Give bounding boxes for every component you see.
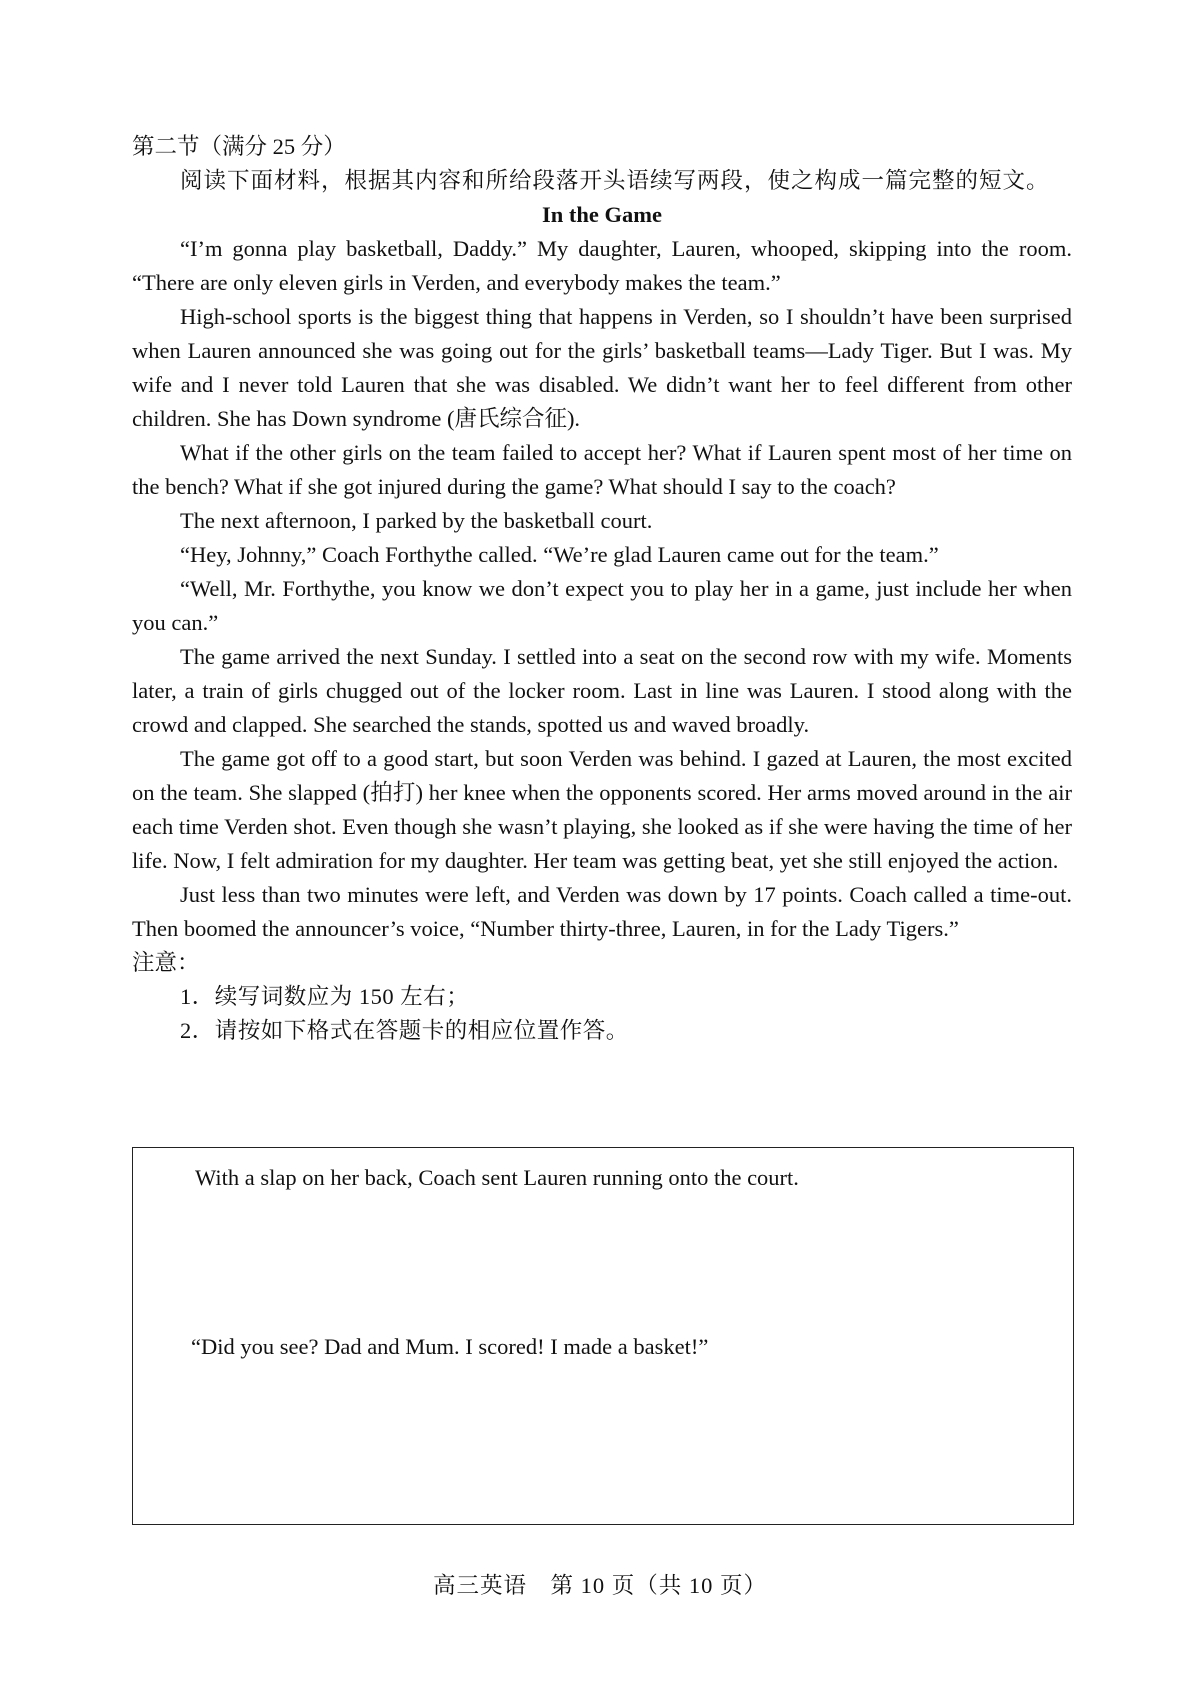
- story-paragraph: The game arrived the next Sunday. I settled into a seat on the second row with my wife. Moments later, a train of girls chugged out of the locker room. Last in line was Lauren. I stood along with the crowd and clapped. She searched the stands, spotted us and waved broadly.: [132, 644, 1072, 737]
- note-item: 1．续写词数应为 150 左右；: [180, 984, 470, 1009]
- note-label: 注意：: [132, 950, 200, 975]
- page-footer: 高三英语 第 10 页（共 10 页）: [432, 1573, 767, 1598]
- answer-prompt-line: With a slap on her back, Coach sent Lauren running onto the court.: [195, 1165, 799, 1190]
- story-paragraph: “Hey, Johnny,” Coach Forthythe called. “We’re glad Lauren came out for the team.”: [180, 542, 939, 567]
- answer-box: [132, 1147, 1074, 1525]
- story-paragraph: “I’m gonna play basketball, Daddy.” My daughter, Lauren, whooped, skipping into the room. “There are only eleven girls in Verden, and everybody makes the team.”: [132, 236, 1072, 295]
- story-paragraph: “Well, Mr. Forthythe, you know we don’t expect you to play her in a game, just include her when you can.”: [132, 576, 1072, 635]
- story-paragraph: The game got off to a good start, but soon Verden was behind. I gazed at Lauren, the most excited on the team. She slapped (拍打) her knee when the opponents scored. Her arms moved around in the air each time Verden shot. Even though she wasn’t playing, she looked as if she were having the time of her life. Now, I felt admiration for my daughter. Her team was getting beat, yet she still enjoyed the action.: [132, 746, 1072, 873]
- story-paragraph: Just less than two minutes were left, and Verden was down by 17 points. Coach called a time-out. Then boomed the announcer’s voice, “Number thirty-three, Lauren, in for the Lady Tigers.”: [132, 882, 1072, 941]
- note-item: 2．请按如下格式在答题卡的相应位置作答。: [180, 1018, 629, 1043]
- answer-prompt-line: “Did you see? Dad and Mum. I scored! I made a basket!”: [191, 1334, 709, 1359]
- story-paragraph: High-school sports is the biggest thing that happens in Verden, so I shouldn’t have been surprised when Lauren announced she was going out for the girls’ basketball teams—Lady Tiger. But I was. My wife and I never told Lauren that she was disabled. We didn’t want her to feel different from other children. She has Down syndrome (唐氏综合征).: [132, 304, 1072, 431]
- story-title: In the Game: [542, 202, 662, 227]
- section-header: 第二节（满分 25 分）: [132, 134, 346, 159]
- page-content: [132, 130, 1072, 1048]
- story-paragraph: The next afternoon, I parked by the basketball court.: [180, 508, 653, 533]
- story-paragraph: What if the other girls on the team failed to accept her? What if Lauren spent most of her time on the bench? What if she got injured during the game? What should I say to the coach?: [132, 440, 1072, 499]
- instruction-text: 阅读下面材料，根据其内容和所给段落开头语续写两段，使之构成一篇完整的短文。: [180, 168, 1050, 193]
